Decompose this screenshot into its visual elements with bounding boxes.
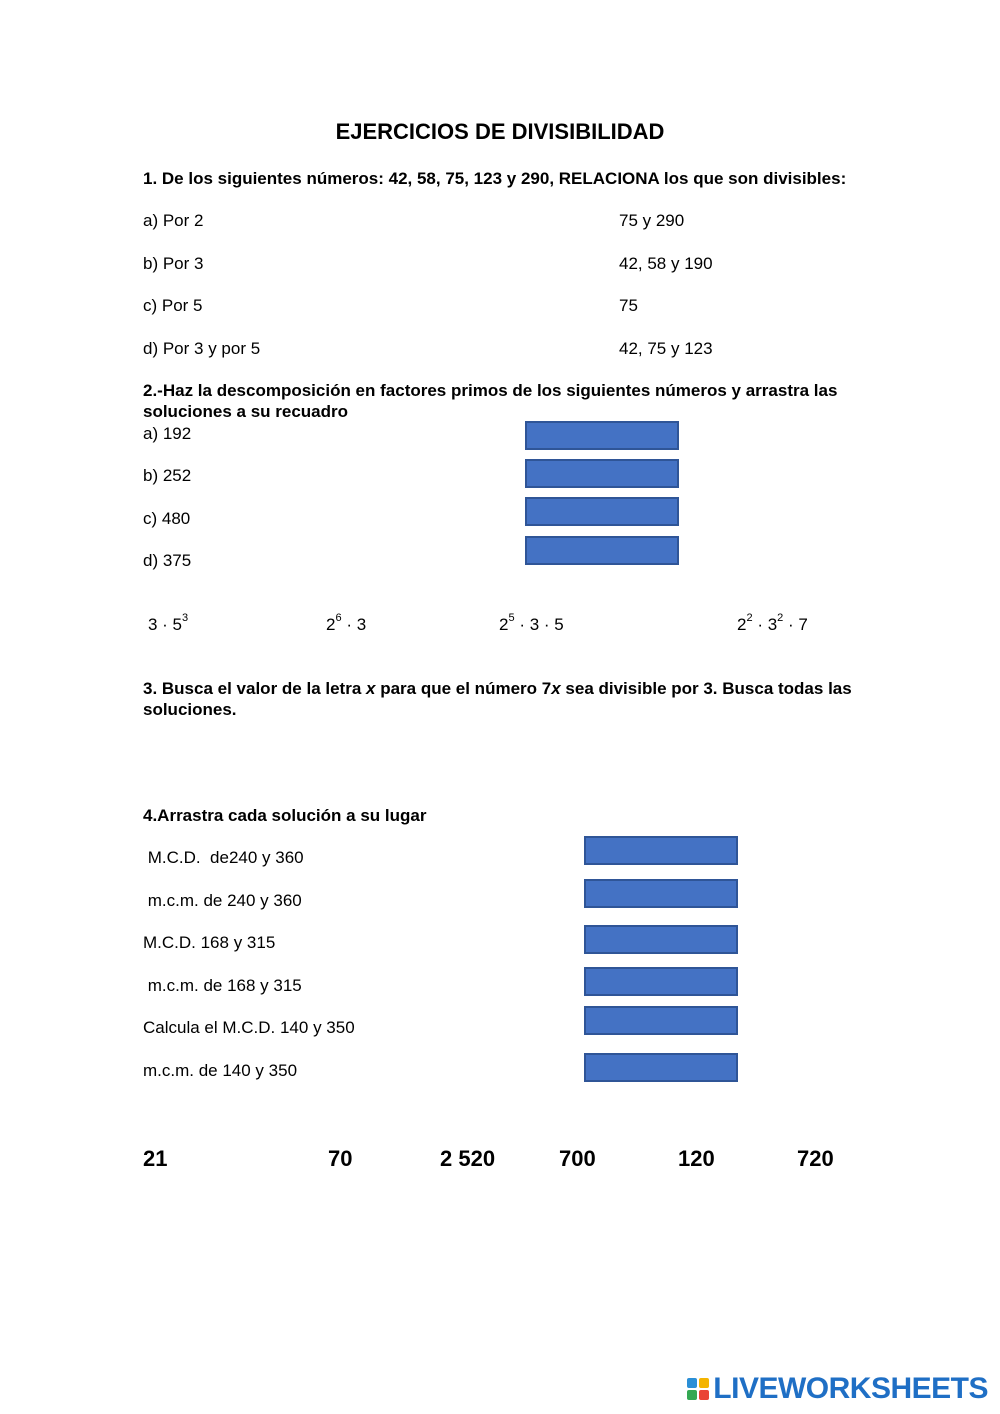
q1-answer-2[interactable]: 42, 58 y 190: [619, 254, 713, 273]
q4-item-1: M.C.D. de240 y 360: [143, 848, 304, 867]
q4-drop-box-1[interactable]: [584, 836, 738, 865]
question-4-heading: 4.Arrastra cada solución a su lugar: [143, 806, 427, 825]
page-title: EJERCICIOS DE DIVISIBILIDAD: [335, 119, 665, 144]
q4-solution-5[interactable]: 120: [678, 1146, 715, 1171]
q2-item-d: d) 375: [143, 551, 192, 570]
q1-item-a: a) Por 2: [143, 211, 204, 230]
q2-drop-box-d[interactable]: [525, 536, 679, 565]
q2-option-4[interactable]: $2^2 \cdot 3^2 \cdot 7$: [737, 612, 808, 634]
liveworksheets-logo: [687, 1372, 988, 1406]
q4-item-2: m.c.m. de 240 y 360: [143, 891, 302, 910]
q1-answer-1[interactable]: 75 y 290: [619, 211, 685, 230]
q2-item-a: a) 192: [143, 424, 192, 443]
liveworksheets-logo-icon: [687, 1378, 709, 1400]
q2-item-b: b) 252: [143, 466, 192, 485]
q2-option-2[interactable]: $2^6 \cdot 3$: [326, 612, 367, 634]
q4-solution-4[interactable]: 700: [559, 1146, 596, 1171]
q4-item-4: m.c.m. de 168 y 315: [143, 976, 302, 995]
q4-solution-1[interactable]: 21: [143, 1146, 168, 1171]
q4-item-6: m.c.m. de 140 y 350: [143, 1061, 298, 1080]
q1-answer-3[interactable]: 75: [619, 296, 638, 315]
q4-drop-box-3[interactable]: [584, 925, 738, 954]
q4-solution-2[interactable]: 70: [328, 1146, 353, 1171]
q2-drop-box-c[interactable]: [525, 497, 679, 526]
question-3-heading: 3. Busca el valor de la letra x para que el número 7x sea divisible por 3. Busca todas las soluciones.: [143, 679, 852, 719]
q4-solution-6[interactable]: 720: [797, 1146, 834, 1171]
q2-item-c: c) 480: [143, 509, 191, 528]
q4-drop-box-4[interactable]: [584, 967, 738, 996]
q2-drop-box-b[interactable]: [525, 459, 679, 488]
q1-item-d: d) Por 3 y por 5: [143, 339, 261, 358]
q4-drop-box-5[interactable]: [584, 1006, 738, 1035]
q2-option-1[interactable]: $3 \cdot 5^3$: [148, 612, 189, 634]
q4-drop-box-6[interactable]: [584, 1053, 738, 1082]
question-2-heading: 2.-Haz la descomposición en factores primos de los siguientes números y arrastra las soluciones a su recuadro: [143, 381, 838, 421]
q1-answer-4[interactable]: 42, 75 y 123: [619, 339, 713, 358]
liveworksheets-wordmark: LIVEWORKSHEETS: [713, 1372, 988, 1405]
q1-item-c: c) Por 5: [143, 296, 203, 315]
question-1-heading: 1. De los siguientes números: 42, 58, 75, 123 y 290, RELACIONA los que son divisibles:: [143, 169, 847, 188]
q4-item-5: Calcula el M.C.D. 140 y 350: [143, 1018, 355, 1037]
q1-item-b: b) Por 3: [143, 254, 204, 273]
q4-solution-3[interactable]: 2 520: [440, 1146, 496, 1171]
q2-option-3[interactable]: $2^5 \cdot 3 \cdot 5$: [499, 612, 564, 634]
q2-drop-box-a[interactable]: [525, 421, 679, 450]
q4-item-3: M.C.D. 168 y 315: [143, 933, 276, 952]
q4-drop-box-2[interactable]: [584, 879, 738, 908]
